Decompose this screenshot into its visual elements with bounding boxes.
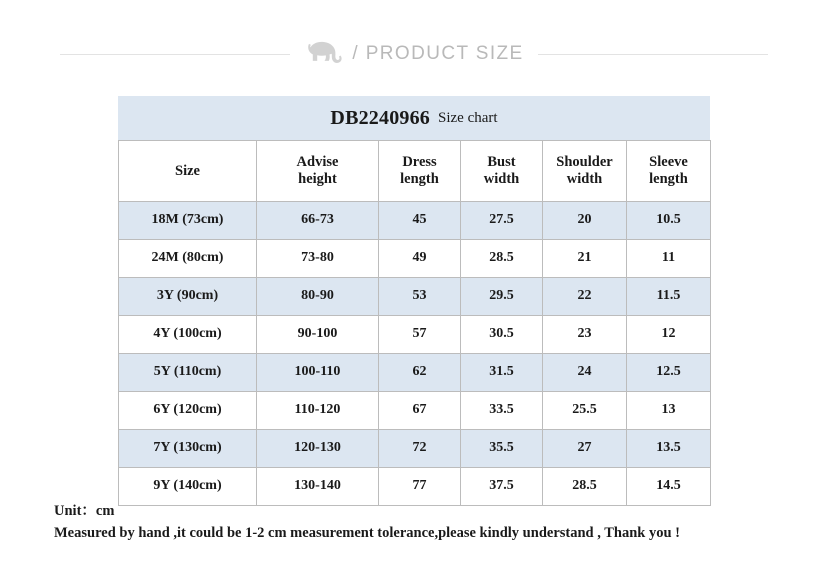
cell-sleeve-length: 13 bbox=[627, 392, 711, 430]
column-header-dress-length bbox=[379, 141, 461, 202]
table-row bbox=[119, 240, 711, 278]
cell-sleeve-length: 14.5 bbox=[627, 468, 711, 506]
banner-center bbox=[290, 41, 537, 67]
table-row bbox=[119, 430, 711, 468]
cell-bust-width: 27.5 bbox=[461, 202, 543, 240]
banner-title: / PRODUCT SIZE bbox=[352, 43, 524, 64]
elephant-icon bbox=[304, 41, 342, 67]
cell-advise-height: 110-120 bbox=[257, 392, 379, 430]
table-row bbox=[119, 316, 711, 354]
cell-advise-height: 120-130 bbox=[257, 430, 379, 468]
cell-dress-length: 53 bbox=[379, 278, 461, 316]
cell-sleeve-length: 10.5 bbox=[627, 202, 711, 240]
cell-bust-width: 31.5 bbox=[461, 354, 543, 392]
size-chart bbox=[118, 96, 710, 506]
cell-size: 7Y (130cm) bbox=[119, 430, 257, 468]
banner-divider-left bbox=[60, 54, 290, 55]
column-header-sleeve-length-line1: Sleeve bbox=[649, 154, 688, 171]
cell-size: 18M (73cm) bbox=[119, 202, 257, 240]
cell-dress-length: 62 bbox=[379, 354, 461, 392]
product-size-banner bbox=[0, 36, 828, 72]
size-chart-subtitle: Size chart bbox=[438, 109, 498, 126]
cell-shoulder-width: 28.5 bbox=[543, 468, 627, 506]
cell-size: 6Y (120cm) bbox=[119, 392, 257, 430]
column-header-advise-height bbox=[257, 141, 379, 202]
column-header-bust-width bbox=[461, 141, 543, 202]
cell-shoulder-width: 20 bbox=[543, 202, 627, 240]
cell-advise-height: 90-100 bbox=[257, 316, 379, 354]
cell-shoulder-width: 22 bbox=[543, 278, 627, 316]
column-header-bust-width-line2: width bbox=[483, 171, 520, 187]
cell-dress-length: 49 bbox=[379, 240, 461, 278]
cell-sleeve-length: 11 bbox=[627, 240, 711, 278]
table-row bbox=[119, 392, 711, 430]
cell-dress-length: 77 bbox=[379, 468, 461, 506]
cell-sleeve-length: 12 bbox=[627, 316, 711, 354]
cell-size: 24M (80cm) bbox=[119, 240, 257, 278]
column-header-size bbox=[119, 141, 257, 202]
cell-dress-length: 45 bbox=[379, 202, 461, 240]
cell-shoulder-width: 23 bbox=[543, 316, 627, 354]
column-header-size-line1: Size bbox=[175, 162, 200, 179]
cell-bust-width: 37.5 bbox=[461, 468, 543, 506]
column-header-dress-length-line2: length bbox=[400, 171, 439, 187]
cell-shoulder-width: 21 bbox=[543, 240, 627, 278]
cell-advise-height: 130-140 bbox=[257, 468, 379, 506]
cell-shoulder-width: 24 bbox=[543, 354, 627, 392]
column-header-bust-width-line1: Bust bbox=[487, 154, 516, 171]
cell-size: 9Y (140cm) bbox=[119, 468, 257, 506]
table-row bbox=[119, 202, 711, 240]
cell-advise-height: 73-80 bbox=[257, 240, 379, 278]
cell-sleeve-length: 13.5 bbox=[627, 430, 711, 468]
cell-dress-length: 72 bbox=[379, 430, 461, 468]
table-row bbox=[119, 354, 711, 392]
cell-sleeve-length: 11.5 bbox=[627, 278, 711, 316]
cell-size: 3Y (90cm) bbox=[119, 278, 257, 316]
tolerance-note: Measured by hand ,it could be 1-2 cm measurement tolerance,please kindly understand , Thank you ! bbox=[54, 525, 680, 541]
cell-advise-height: 80-90 bbox=[257, 278, 379, 316]
column-header-shoulder-width-line2: width bbox=[566, 171, 603, 187]
footer-notes bbox=[54, 500, 794, 544]
column-header-advise-height-line1: Advise bbox=[296, 154, 339, 171]
cell-bust-width: 30.5 bbox=[461, 316, 543, 354]
table-row bbox=[119, 278, 711, 316]
cell-bust-width: 29.5 bbox=[461, 278, 543, 316]
unit-note: Unit：cm bbox=[54, 503, 115, 519]
cell-sleeve-length: 12.5 bbox=[627, 354, 711, 392]
size-table bbox=[118, 140, 711, 506]
table-header-row bbox=[119, 141, 711, 202]
cell-dress-length: 67 bbox=[379, 392, 461, 430]
cell-bust-width: 35.5 bbox=[461, 430, 543, 468]
column-header-shoulder-width-line1: Shoulder bbox=[556, 154, 613, 171]
column-header-dress-length-line1: Dress bbox=[402, 154, 437, 171]
column-header-sleeve-length-line2: length bbox=[649, 171, 688, 187]
cell-bust-width: 28.5 bbox=[461, 240, 543, 278]
cell-advise-height: 100-110 bbox=[257, 354, 379, 392]
cell-shoulder-width: 25.5 bbox=[543, 392, 627, 430]
column-header-advise-height-line2: height bbox=[298, 171, 337, 187]
cell-size: 5Y (110cm) bbox=[119, 354, 257, 392]
cell-size: 4Y (100cm) bbox=[119, 316, 257, 354]
cell-dress-length: 57 bbox=[379, 316, 461, 354]
size-chart-title-bar bbox=[118, 96, 710, 140]
product-code: DB2240966 bbox=[330, 106, 431, 129]
cell-bust-width: 33.5 bbox=[461, 392, 543, 430]
cell-shoulder-width: 27 bbox=[543, 430, 627, 468]
column-header-sleeve-length bbox=[627, 141, 711, 202]
cell-advise-height: 66-73 bbox=[257, 202, 379, 240]
banner-divider-right bbox=[538, 54, 768, 55]
column-header-shoulder-width bbox=[543, 141, 627, 202]
